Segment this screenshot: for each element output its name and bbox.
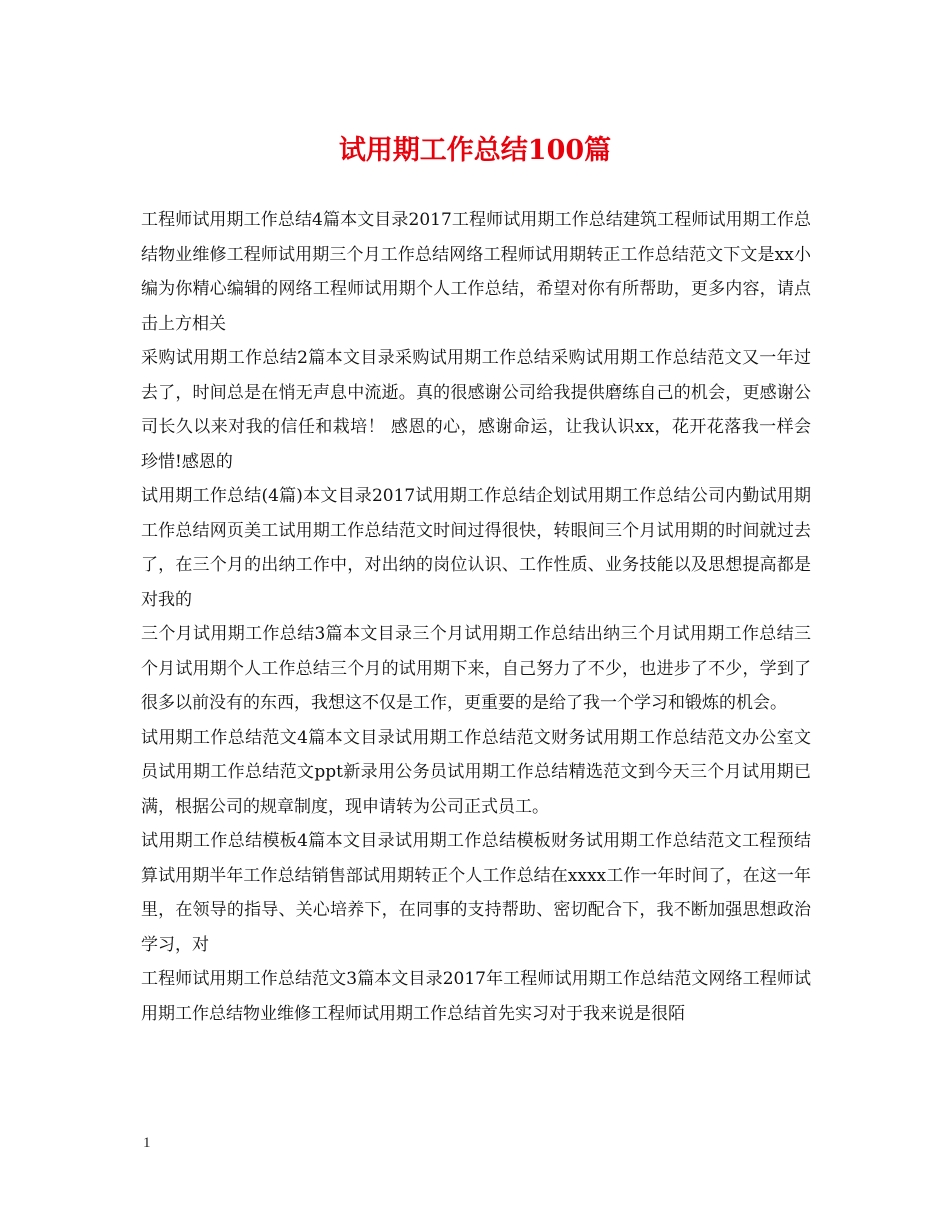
page-number: 1	[143, 1135, 151, 1151]
paragraph-summary-samples: 试用期工作总结范文4篇本文目录试用期工作总结范文财务试用期工作总结范文办公室文员试用期工作总结范文ppt新录用公务员试用期工作总结精选范文到今天三个月试用期已满，根据公司的规章制度，现申请转为公司正式员工。	[141, 727, 811, 817]
paragraph-probation-summary: 试用期工作总结(4篇)本文目录2017试用期工作总结企划试用期工作总结公司内勤试用期工作总结网页美工试用期工作总结范文时间过得很快，转眼间三个月试用期的时间就过去了，在三个月的出纳工作中，对出纳的岗位认识、工作性质、业务技能以及思想提高都是对我的	[141, 486, 811, 610]
paragraph-engineer-summary: 工程师试用期工作总结4篇本文目录2017工程师试用期工作总结建筑工程师试用期工作总结物业维修工程师试用期三个月工作总结网络工程师试用期转正工作总结范文下文是xx小编为你精心编辑的网络工程师试用期个人工作总结，希望对你有所帮助，更多内容，请点击上方相关	[141, 210, 811, 334]
paragraph-engineer-samples: 工程师试用期工作总结范文3篇本文目录2017年工程师试用期工作总结范文网络工程师试用期工作总结物业维修工程师试用期工作总结首先实习对于我来说是很陌	[141, 969, 811, 1024]
paragraph-three-month-summary: 三个月试用期工作总结3篇本文目录三个月试用期工作总结出纳三个月试用期工作总结三个月试用期个人工作总结三个月的试用期下来，自己努力了不少，也进步了不少，学到了很多以前没有的东西，我想这不仅是工作，更重要的是给了我一个学习和锻炼的机会。	[141, 624, 811, 713]
paragraph-summary-template: 试用期工作总结模板4篇本文目录试用期工作总结模板财务试用期工作总结范文工程预结算试用期半年工作总结销售部试用期转正个人工作总结在xxxx工作一年时间了，在这一年里，在领导的指导、关心培养下，在同事的支持帮助、密切配合下，我不断加强思想政治学习，对	[141, 831, 811, 955]
paragraph-purchasing-summary: 采购试用期工作总结2篇本文目录采购试用期工作总结采购试用期工作总结范文又一年过去了，时间总是在悄无声息中流逝。真的很感谢公司给我提供磨练自己的机会，更感谢公司长久以来对我的信任和栽培！ 感恩的心，感谢命运，让我认识xx，花开花落我一样会珍惜!感恩的	[141, 348, 811, 472]
document-body	[141, 203, 811, 1031]
document-title: 试用期工作总结100篇	[338, 135, 612, 166]
